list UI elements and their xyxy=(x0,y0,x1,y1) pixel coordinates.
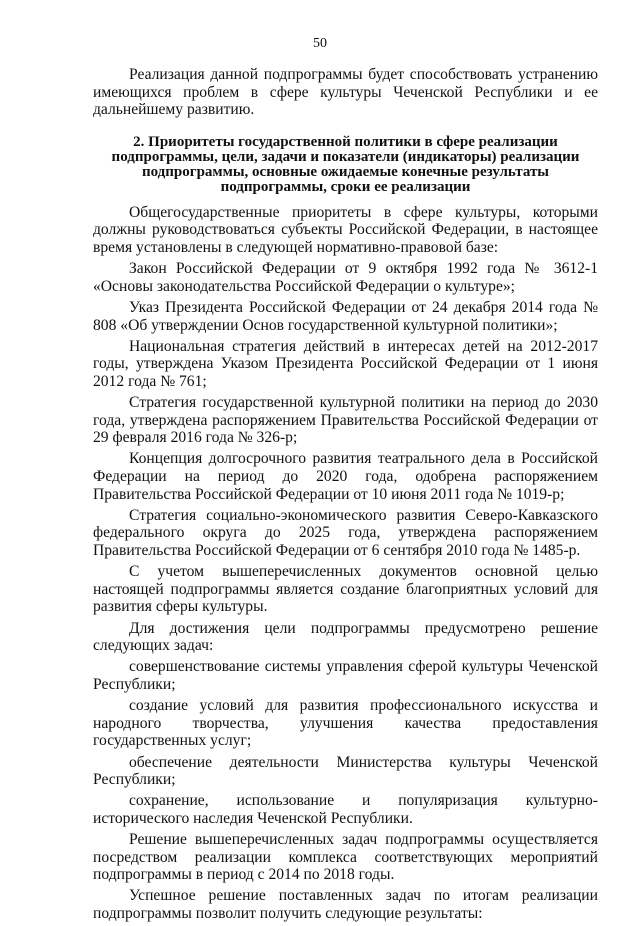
heading-line: подпрограммы, сроки ее реализации xyxy=(220,178,471,195)
paragraph: Стратегия социально-экономического развития Северо-Кавказского федерального округа до 2025 года, утверждена распоряжением Правительства Российской Федерации от 6 сентября 2010 года № 1485-р. xyxy=(93,506,598,560)
paragraph: Для достижения цели подпрограммы предусмотрено решение следующих задач: xyxy=(93,619,598,655)
paragraph: создание условий для развития профессионального искусства и народного творчества, улучшения качества предоставления государственных услуг; xyxy=(93,697,598,750)
paragraph: Стратегия государственной культурной политики на период до 2030 года, утверждена распоряжением Правительства Российской Федерации от 29 февраля 2016 года № 326-р; xyxy=(93,394,598,447)
paragraph: Закон Российской Федерации от 9 октября 1992 года № 3612-1 «Основы законодательства Российской Федерации о культуре»; xyxy=(93,260,598,295)
paragraph: Общегосударственные приоритеты в сфере культуры, которыми должны руководствоваться субъекты Российской Федерации, в настоящее время установлены в следующей нормативно-правовой базе: xyxy=(93,203,598,256)
paragraph: Решение вышеперечисленных задач подпрограммы осуществляется посредством реализации комплекса соответствующих мероприятий подпрограммы в период с 2014 по 2018 годы. xyxy=(93,831,598,884)
paragraph: Концепция долгосрочного развития театрального дела в Российской Федерации на период до 2020 года, одобрена распоряжением Правительства Российской Федерации от 10 июня 2011 года № 1019-р; xyxy=(93,450,598,503)
page-number: 50 xyxy=(313,36,327,51)
paragraph: Национальная стратегия действий в интересах детей на 2012-2017 годы, утверждена Указом Президента Российской Федерации от 1 июня 2012 года № 761; xyxy=(93,337,598,390)
heading-line: 2. Приоритеты государственной политики в сфере реализации xyxy=(133,133,558,150)
paragraph: совершенствование системы управления сферой культуры Чеченской Республики; xyxy=(93,658,598,693)
section-heading xyxy=(93,135,598,195)
heading-line: подпрограммы, основные ожидаемые конечные результаты xyxy=(141,163,550,180)
paragraph: сохранение, использование и популяризация культурно-исторического наследия Чеченской Республики. xyxy=(93,792,598,827)
paragraph: Успешное решение поставленных задач по итогам реализации подпрограммы позволит получить следующие результаты: xyxy=(93,887,598,923)
document-body xyxy=(93,66,598,926)
paragraph: обеспечение деятельности Министерства культуры Чеченской Республики; xyxy=(93,753,598,789)
paragraph: С учетом вышеперечисленных документов основной целью настоящей подпрограммы является создание благоприятных условий для развития сферы культуры. xyxy=(93,563,598,616)
heading-line: подпрограммы, цели, задачи и показатели (индикаторы) реализации xyxy=(111,148,580,165)
intro-paragraph: Реализация данной подпрограммы будет способствовать устранению имеющихся проблем в сфере культуры Чеченской Республики и ее дальнейшему развитию. xyxy=(93,66,598,119)
paragraph: Указ Президента Российской Федерации от 24 декабря 2014 года № 808 «Об утверждении Основ государственной культурной политики»; xyxy=(93,298,598,334)
